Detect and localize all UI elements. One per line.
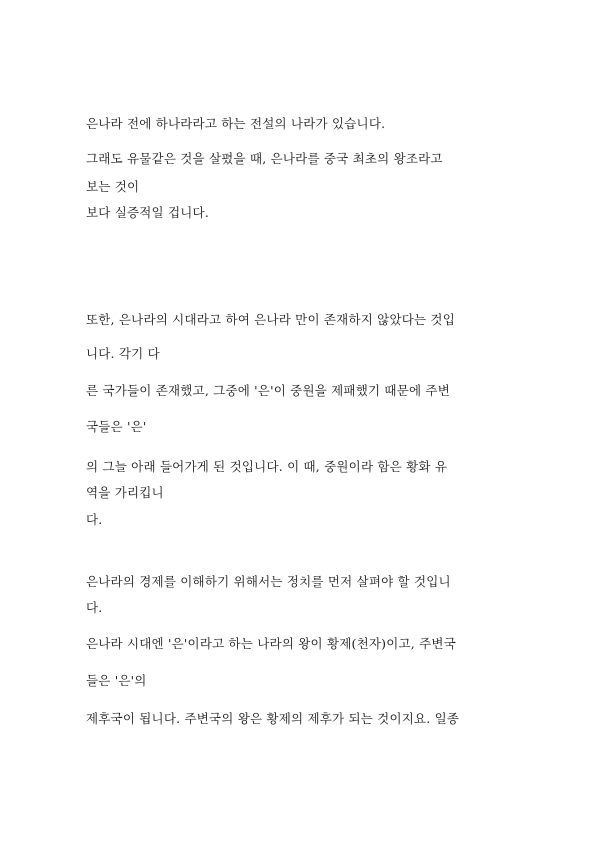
text-line: 들은 '은'의 — [86, 673, 147, 688]
text-line: 다. — [86, 512, 103, 527]
text-line: 제후국이 됩니다. 주변국의 왕은 황제의 제후가 되는 것이지요. 일종 — [86, 711, 460, 726]
text-line: 또한, 은나라의 시대라고 하여 은나라 만이 존재하지 않았다는 것입 — [86, 312, 455, 327]
text-line: 보는 것이 — [86, 179, 140, 194]
text-line: 은나라의 경제를 이해하기 위해서는 정치를 먼저 살펴야 할 것입니 — [86, 574, 451, 589]
text-line: 그래도 유물같은 것을 살폈을 때, 은나라를 중국 최초의 왕조라고 — [86, 151, 443, 166]
text-line: 의 그늘 아래 들어가게 된 것입니다. 이 때, 중원이라 함은 황화 유 — [86, 459, 448, 474]
text-line: 역을 가리킵니 — [86, 485, 164, 500]
text-line: 니다. 각기 다 — [86, 346, 160, 361]
text-line: 보다 실증적일 겁니다. — [86, 205, 209, 220]
text-line: 국들은 '은' — [86, 419, 147, 434]
text-line: 른 국가들이 존재했고, 그중에 '은'이 중원을 제패했기 때문에 주변 — [86, 383, 450, 398]
text-line: 다. — [86, 600, 103, 615]
text-line: 은나라 시대엔 '은'이라고 하는 나라의 왕이 황제(천자)이고, 주변국 — [86, 636, 456, 651]
text-line: 은나라 전에 하나라라고 하는 전설의 나라가 있습니다. — [86, 116, 386, 131]
